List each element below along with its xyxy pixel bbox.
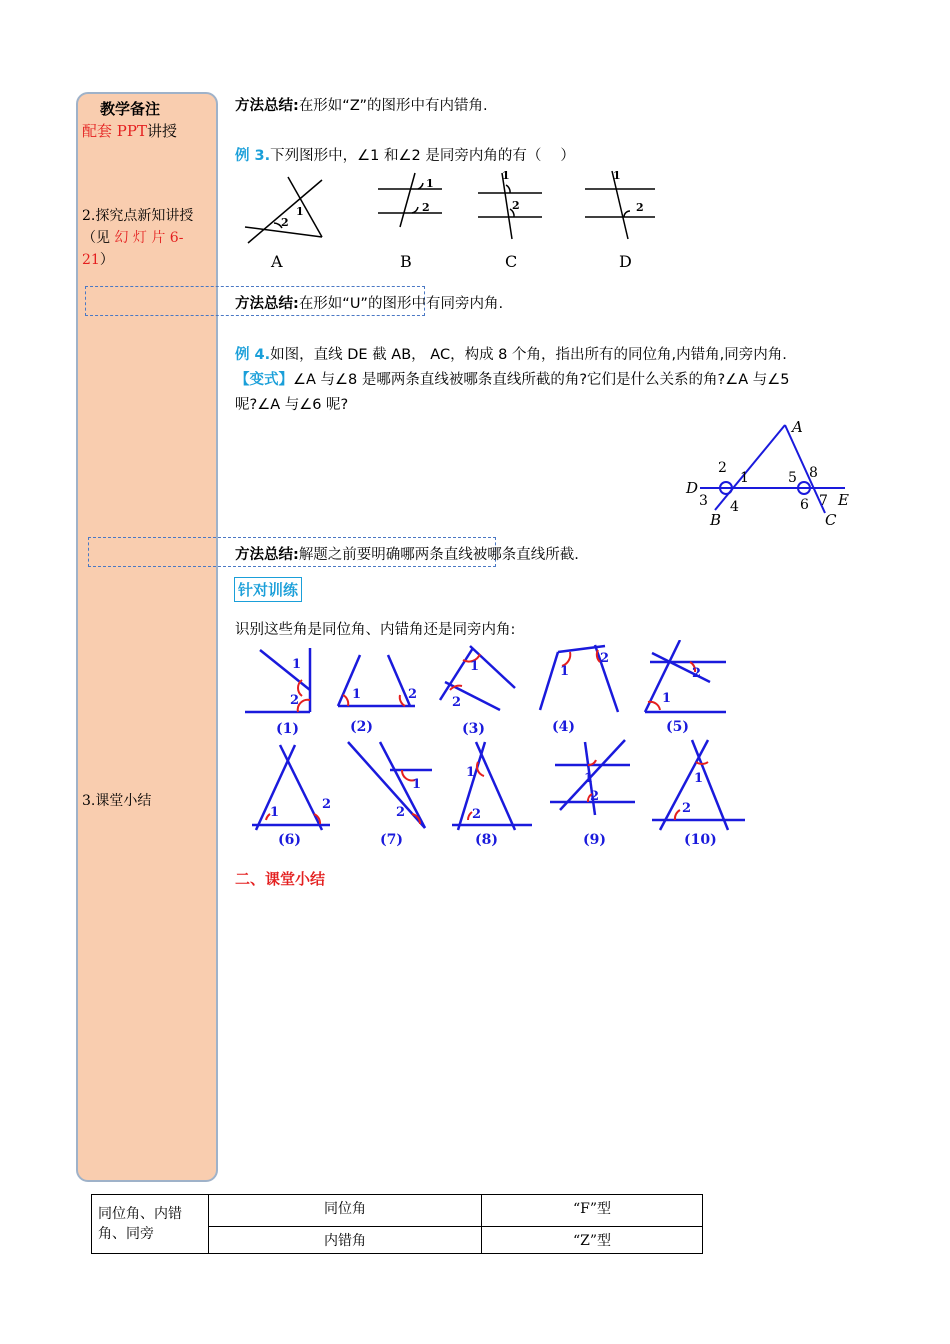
method-label: 方法总结: [235,296,299,312]
fig-a-angle-1: 1 [296,205,304,218]
section2-paren: （见 [82,230,110,246]
ppt-note [82,120,177,141]
label-E: E [838,491,849,509]
method-label: 方法总结: [235,98,299,114]
caption-6: (6) [278,832,301,848]
fig-c-angle-1: 1 [502,169,510,182]
train-angle-7-2: 2 [396,805,406,820]
caption-10: (10) [684,832,717,848]
method-text: 解题之前要明确哪两条直线被哪条直线所截. [298,547,579,563]
example-text: 下列图形中，∠1 和∠2 是同旁内角的有（ ） [270,148,575,164]
label-A: A [792,418,803,436]
method-summary-1 [235,94,488,115]
figure-c [478,173,542,239]
caption-8: (8) [475,832,498,848]
train-angle-6-1: 1 [270,805,280,820]
section2-line3 [82,249,217,271]
example-4-figure [680,415,860,530]
example-4-line [235,343,875,368]
training-prompt: 识别这些角是同位角、内错角还是同旁内角: [235,622,516,638]
example-3-figures [240,165,680,275]
train-angle-3-2: 2 [452,695,462,710]
fig-b-angle-2: 2 [422,201,430,214]
label-8: 8 [809,465,818,481]
summary-heading: 二、课堂小结 [235,870,326,888]
variant-label: 【变式】 [235,372,293,388]
table-cell-name: 同位角 [209,1195,482,1227]
table-cell-shape: “F”型 [482,1195,703,1227]
train-angle-2-2: 2 [408,687,418,702]
training-label: 针对训练 [234,577,302,602]
caption-7: (7) [380,832,403,848]
train-angle-7-1: 1 [412,777,422,792]
variant-line-2: 呢?∠A 与∠6 呢? [235,397,349,413]
label-2: 2 [718,460,727,476]
fig-a-angle-2: 2 [281,216,289,229]
caption-2: (2) [350,719,373,735]
train-angle-5-2: 1 [662,691,672,706]
section2-line2 [82,227,217,249]
label-D: D [686,479,699,497]
fig-c-angle-2: 2 [512,199,520,212]
example-text: 如图，直线 DE 截 AB， AC，构成 8 个角，指出所有的同位角,内错角,同旁内角. [270,347,787,363]
train-angle-8-2: 2 [472,807,482,822]
train-angle-9-1: 1 [584,771,594,786]
train-angle-1-1: 1 [292,657,302,672]
method-text: 在形如“U”的图形中有同旁内角. [298,296,504,312]
caption-3: (3) [462,721,485,737]
train-angle-10-2: 2 [682,801,692,816]
train-angle-10-1: 1 [694,771,704,786]
sidebar-title: 教学备注 [100,100,161,118]
table-left-header: 同位角、内错角、同旁 [92,1195,209,1254]
figure-a [245,177,322,243]
train-angle-6-2: 2 [322,797,332,812]
option-d: D [619,252,632,271]
caption-9: (9) [583,832,606,848]
label-6: 6 [800,497,809,513]
section2-slide-end: 21 [82,252,100,268]
train-angle-5-1: 2 [692,666,702,681]
train-angle-3-1: 1 [470,659,480,674]
variant-line [235,368,875,393]
example-label: 例 3. [235,148,271,164]
label-1: 1 [740,470,749,486]
option-b: B [400,252,412,271]
label-5: 5 [788,470,797,486]
ppt-note-red: 配套 PPT [82,122,147,140]
label-C: C [825,511,837,529]
section2-close: ） [99,252,114,268]
label-4: 4 [730,499,739,515]
method-label: 方法总结: [235,547,299,563]
training-figures [240,640,760,850]
variant-text: ∠A 与∠8 是哪两条直线被哪条直线所截的角?它们是什么关系的角?∠A 与∠5 [293,372,790,388]
example-4-question [235,343,875,418]
train-angle-2-1: 1 [352,687,362,702]
table-row [92,1195,703,1227]
example-label: 例 4. [235,347,271,363]
section2-line1: 2.探究点新知讲授 [82,208,194,224]
example-3-question [235,144,575,165]
option-c: C [505,252,518,271]
option-a: A [271,252,283,271]
label-B: B [710,511,722,529]
section3-note: 3.课堂小结 [82,793,152,809]
caption-5: (5) [666,719,689,735]
train-angle-1-2: 2 [290,693,300,708]
section2-note [82,205,217,271]
label-7: 7 [819,493,828,509]
table-cell-name: 内错角 [209,1227,482,1254]
section2-slides: 幻 灯 片 6- [114,230,184,246]
caption-1: (1) [276,721,299,737]
train-angle-9-2: 2 [590,789,600,804]
train-angle-4-1: 1 [560,664,570,679]
method-text: 在形如“Z”的图形中有内错角. [298,98,488,114]
label-3: 3 [699,493,708,509]
fig-d-angle-1: 1 [613,169,621,182]
ppt-note-black: 讲授 [146,122,177,140]
method-summary-3 [235,543,579,564]
caption-4: (4) [552,719,575,735]
method-summary-2 [235,292,503,313]
train-angle-4-2: 2 [600,651,610,666]
table-cell-shape: “Z”型 [482,1227,703,1254]
train-angle-8-1: 1 [466,765,476,780]
summary-table [91,1194,703,1254]
fig-b-angle-1: 1 [426,177,434,190]
fig-d-angle-2: 2 [636,201,644,214]
